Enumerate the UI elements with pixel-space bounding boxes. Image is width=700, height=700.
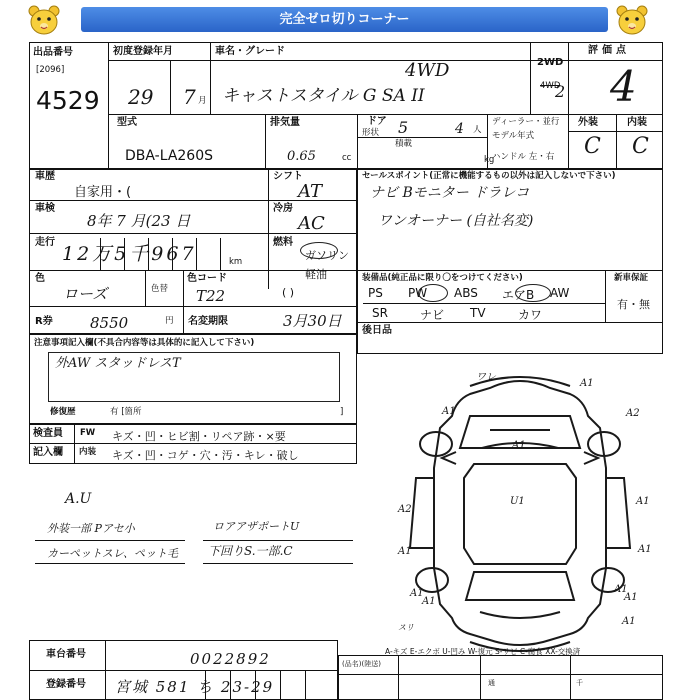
- inspection-label: 車検: [35, 203, 55, 214]
- diag-mark-9: A1: [422, 596, 436, 607]
- equip-aw: AW: [550, 286, 570, 300]
- warranty-value: 有・無: [617, 298, 650, 311]
- equip-abs: ABS: [454, 286, 478, 300]
- interior-label: 内装: [627, 117, 647, 128]
- equipment-label: 装備品(純正品に限り〇をつけてください): [362, 273, 523, 283]
- warranty-label: 新車保証: [614, 273, 649, 283]
- lower-small-c: 千: [576, 679, 583, 687]
- fuel-label: 燃料: [273, 237, 293, 248]
- score-label: 評価点: [588, 45, 630, 56]
- reg-year: 29: [128, 85, 154, 109]
- equip-airbag: エアB: [502, 288, 535, 302]
- mileage-unit: km: [229, 257, 243, 267]
- repair-close: ]: [340, 407, 344, 417]
- equip-ps: PS: [368, 286, 383, 300]
- displacement-unit: cc: [342, 153, 352, 163]
- fuel-diesel: 軽油: [305, 268, 327, 281]
- chassis-value: 0022892: [190, 650, 271, 668]
- registration-digit-grid: [175, 670, 340, 700]
- shape-label: 形状: [362, 128, 380, 138]
- registration-label: 登録番号: [46, 679, 86, 690]
- diag-mark-2: A1: [512, 440, 526, 451]
- hand-right1: ロアアザポートU: [213, 520, 300, 533]
- sales-points-line1: ナビ Bモニター ドラレコ: [370, 185, 530, 201]
- cooler-value: AC: [298, 213, 325, 234]
- fuel-gasoline-circle: [300, 242, 338, 259]
- inspector-row1-tag: FW: [80, 428, 96, 438]
- equip-sr: SR: [372, 306, 388, 320]
- load-label: 積載: [395, 139, 413, 149]
- equip-circle-pw: [418, 284, 448, 302]
- diag-label-top: ワレ: [476, 372, 496, 383]
- car-name-value: キャストスタイル G SA II: [222, 86, 425, 106]
- notes-text: 外AW スタッドレスT: [55, 356, 181, 371]
- displacement-label: 排気量: [270, 117, 300, 128]
- mileage-label: 走行: [35, 237, 55, 248]
- fuel-gasoline: ガソリン: [305, 249, 349, 262]
- capacity-value: 4: [455, 121, 464, 137]
- model-label: 型式: [117, 117, 137, 128]
- car-name-label: 車名・グレード: [215, 46, 285, 57]
- interior-score: C: [632, 134, 649, 159]
- inspector-label2: 記入欄: [33, 447, 63, 458]
- exterior-label: 外装: [578, 117, 598, 128]
- lower-small-b: 通: [488, 679, 495, 687]
- inspector-label: 検査員: [33, 428, 63, 439]
- lot-number: 4529: [36, 86, 100, 115]
- diag-mark-3: A2: [626, 408, 640, 419]
- equipment-row2: [372, 306, 609, 322]
- diag-mark-14: U1: [510, 496, 525, 507]
- equip-navi: ナビ: [420, 308, 445, 322]
- doors-label: ドア: [367, 116, 387, 127]
- usage-label: 車歴: [35, 171, 55, 182]
- exterior-score: C: [584, 134, 601, 159]
- chassis-label: 車台番号: [46, 649, 86, 660]
- hand-left1: 外装一部 Pアセ小: [47, 522, 135, 535]
- diag-mark-11: A1: [442, 406, 456, 417]
- lot-number-label: 出品番号: [33, 47, 73, 58]
- capacity-unit: 人: [473, 125, 482, 135]
- shift-value: AT: [298, 181, 323, 202]
- load-unit: kg: [484, 155, 495, 165]
- model-value: DBA-LA260S: [125, 148, 214, 164]
- reg-month: 7: [183, 85, 196, 109]
- equipment-row1: [368, 286, 605, 304]
- inspector-row2-tag: 内装: [79, 447, 97, 457]
- mileage-digit-grid: [60, 238, 226, 270]
- drive-2wd-label: 2WD: [537, 57, 564, 68]
- diag-mark-6: A1: [624, 592, 638, 603]
- lot-number-sub: [2096]: [36, 65, 65, 75]
- inspector-row2: キズ・凹・コゲ・穴・汚・キレ・破し: [112, 449, 299, 462]
- recycle-unit: 円: [165, 316, 174, 326]
- handle-label: ハンドル 左・右: [492, 152, 555, 162]
- hand-right2: 下回りS.一部.C: [208, 544, 293, 558]
- car-damage-diagram: [370, 368, 670, 658]
- equip-circle-airbag: [515, 284, 551, 302]
- diag-mark-5: A1: [638, 544, 652, 555]
- model-year-label: モデル年式: [492, 131, 535, 141]
- diag-mark-8: A1: [614, 584, 628, 595]
- hand-left2: カーペットスレ、ペット毛: [47, 547, 179, 560]
- page-banner: 完全ゼロ切りコーナー: [81, 7, 608, 32]
- recycle-value: 8550: [90, 314, 129, 332]
- equip-tv: TV: [470, 306, 486, 320]
- color-value: ローズ: [63, 285, 108, 303]
- sales-points-label: セールスポイント(正常に機能するもの以外は記入しないで下さい): [362, 171, 616, 181]
- fuel-paren: ( ): [282, 286, 295, 299]
- ownership-label: 名変期限: [188, 316, 228, 327]
- score-value: 4: [610, 62, 637, 111]
- usage-value: 自家用・(: [74, 185, 132, 200]
- reg-date-label: 初度登録年月: [113, 46, 173, 57]
- reg-month-unit: 月: [198, 96, 207, 106]
- dealer-label: ディーラー・並行: [492, 117, 560, 127]
- equip-pw: PW: [408, 286, 428, 300]
- mascot-bear-right-icon: [614, 4, 650, 36]
- diag-mark-12: A1: [410, 588, 424, 599]
- doors-value: 5: [398, 118, 409, 137]
- diag-mark-4: A1: [636, 496, 650, 507]
- color-label: 色: [35, 273, 45, 284]
- diag-mark-13: A2: [398, 504, 412, 515]
- registration-value: 宮城 581 ち 23-29: [115, 678, 275, 696]
- lower-right-frame: [338, 655, 663, 700]
- repair-label: 修復歴: [50, 407, 76, 417]
- drive-value: 2: [555, 82, 566, 101]
- diag-mark-7: A1: [622, 616, 636, 627]
- sales-points-line2: ワンオーナー (自社名変): [378, 213, 534, 229]
- color-scheme-label: 色替: [151, 284, 169, 294]
- repair-value: 有 [箇所: [110, 407, 142, 417]
- diag-mark-10: A1: [398, 546, 412, 557]
- mascot-bear-left-icon: [26, 4, 62, 36]
- mileage-value: 12万5千967: [62, 243, 197, 265]
- inspection-value: 8年 7 月(23 日: [87, 212, 191, 230]
- cooler-label: 冷房: [273, 203, 293, 214]
- displacement-value: 0.65: [287, 149, 316, 164]
- diagram-legend: A-キズ E-エクボ U-凹み W-復元 S-サビ C-腐食 XX-交換済: [385, 647, 581, 656]
- hand-au: A.U: [65, 491, 92, 507]
- ownership-value: 3月30日: [283, 312, 342, 330]
- color-code-value: T22: [196, 287, 226, 305]
- equip-kawa: カワ: [518, 308, 543, 322]
- drive-4wd-label: 4WD: [540, 81, 561, 91]
- diag-label-bottom: スリ: [398, 623, 414, 632]
- rear-seat-label: 後日品: [362, 325, 392, 336]
- car-drive: 4WD: [405, 60, 450, 81]
- color-code-label: 色コード: [187, 273, 227, 284]
- inspector-row1: キズ・凹・ヒビ割・リペア跡・×要: [112, 430, 286, 443]
- recycle-label: R券: [35, 316, 53, 327]
- notes-label: 注意事項記入欄(不具合内容等は具体的に記入して下さい): [34, 338, 255, 348]
- shift-label: シフト: [273, 171, 303, 182]
- lower-small-a: (品名)(陸送): [342, 660, 381, 668]
- diag-mark-1: A1: [580, 378, 594, 389]
